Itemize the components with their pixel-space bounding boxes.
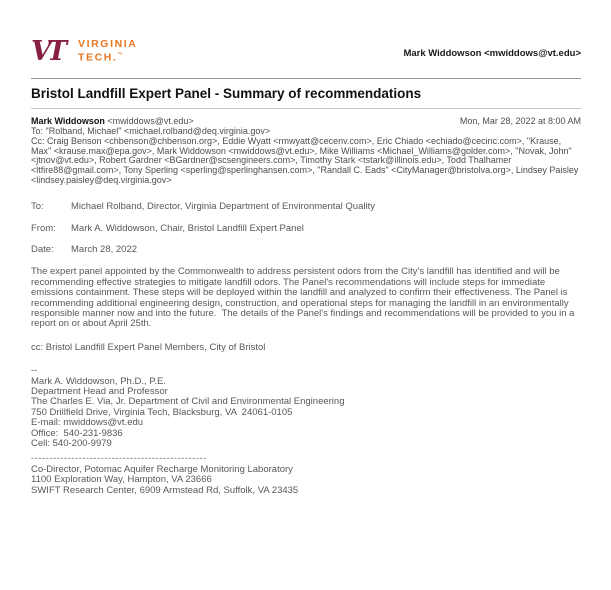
- wordmark-line-1: VIRGINIA: [78, 37, 138, 50]
- letter-date-value: March 28, 2022: [71, 243, 138, 255]
- signature-line: Mark A. Widdowson, Ph.D., P.E.: [31, 375, 166, 387]
- meta-date: Mon, Mar 28, 2022 at 8:00 AM: [459, 116, 581, 126]
- sender-email: <mwiddows@vt.edu>: [104, 116, 194, 126]
- signature-line: The Charles E. Via, Jr. Department of Civil and Environmental Engineering: [31, 396, 345, 408]
- wordmark-line-2: TECH.™: [78, 51, 123, 64]
- svg-text:VT: VT: [31, 36, 63, 66]
- signature-line: Office: 540-231-9836: [31, 427, 123, 439]
- signature-line: E-mail: mwiddows@vt.edu: [31, 417, 144, 429]
- signature-line: 750 Drillfield Drive, Virginia Tech, Blacksburg, VA 24061-0105: [31, 406, 293, 418]
- trademark-symbol: ™: [117, 51, 123, 58]
- meta-cc-line: Cc: Craig Benson <chbenson@chbenson.org>, Eddie Wyatt <rmwyatt@cecenv.com>, Eric Chiado <echiado@cecinc.com>, "Krause, Max" <krause.max@epa.gov>, Mark Widdowson <mwiddows@vt.edu>, Mike Williams <Michael_Williams@golder.com>, "Novak, John" <jtnov@vt.edu>, Robert Gardner <BGardner@scsengineers.com>, Timothy Stark <tstark@illinois.edu>, Todd Thalhamer <ltfire88@gmail.com>, Tony Sperling <sperling@sperlinghansen.com>, "Randall C. Eads" <CityManager@bristolva.org>, Lindsey Paisley <lindsey.paisley@deq.virginia.gov>: [31, 136, 579, 185]
- letter-to-row: [31, 202, 581, 212]
- letter-paragraph: The expert panel appointed by the Commonwealth to address persistent odors from the City's landfill has identified and will be recommending effective strategies to mitigate landfill odors. The Panel's recommendations will include steps for immediate emissions containment. These steps will be deployed within the landfill and analyzed to confirm their effectiveness. The Panel is recommending additional engineering design, construction, and operational steps for managing the landfill in an environmentally responsible manner now and into the future. The details of the Panel's findings and recommendations will be provided to you in a report on or about April 25th.: [31, 266, 578, 330]
- letter-from-row: [31, 224, 581, 234]
- virginia-tech-logo: [31, 36, 137, 66]
- subject-divider: [31, 108, 581, 109]
- letter-date-row: [31, 245, 581, 255]
- vt-monogram-icon: [31, 36, 73, 66]
- letter-date-label: Date:: [31, 243, 54, 255]
- letter-from-value: Mark A. Widdowson, Chair, Bristol Landfill Expert Panel: [71, 222, 304, 234]
- email-body: [31, 202, 581, 496]
- signature-line: Co-Director, Potomac Aquifer Recharge Monitoring Laboratory: [31, 463, 293, 475]
- print-header: [31, 36, 581, 66]
- signature-line: Cell: 540-200-9979: [31, 438, 112, 450]
- sender-name: Mark Widdowson: [31, 116, 105, 126]
- signature-delimiter: --: [31, 365, 38, 377]
- header-divider: [31, 78, 581, 79]
- meta-to-line: To: "Rolband, Michael" <michael.rolband@deq.virginia.gov>: [31, 126, 271, 137]
- signature-line: Department Head and Professor: [31, 386, 168, 398]
- letter-cc-note: cc: Bristol Landfill Expert Panel Members, City of Bristol: [31, 341, 266, 353]
- email-subject: Bristol Landfill Expert Panel - Summary of recommendations: [31, 86, 422, 101]
- signature-line: 1100 Exploration Way, Hampton, VA 23666: [31, 474, 212, 486]
- letter-to-value: Michael Rolband, Director, Virginia Department of Environmental Quality: [71, 201, 375, 213]
- signature-block-secondary: [31, 465, 581, 496]
- letter-to-label: To:: [31, 201, 44, 213]
- virginia-tech-wordmark: [78, 39, 137, 64]
- signature-block: [31, 377, 581, 450]
- signature-line: SWIFT Research Center, 6909 Armstead Rd, Suffolk, VA 23435: [31, 484, 299, 496]
- signature-dashed-separator: ------------------------------------------------: [31, 453, 207, 465]
- account-identity: Mark Widdowson <mwiddows@vt.edu>: [403, 48, 581, 59]
- email-meta: [31, 117, 581, 185]
- letter-from-label: From:: [31, 222, 56, 234]
